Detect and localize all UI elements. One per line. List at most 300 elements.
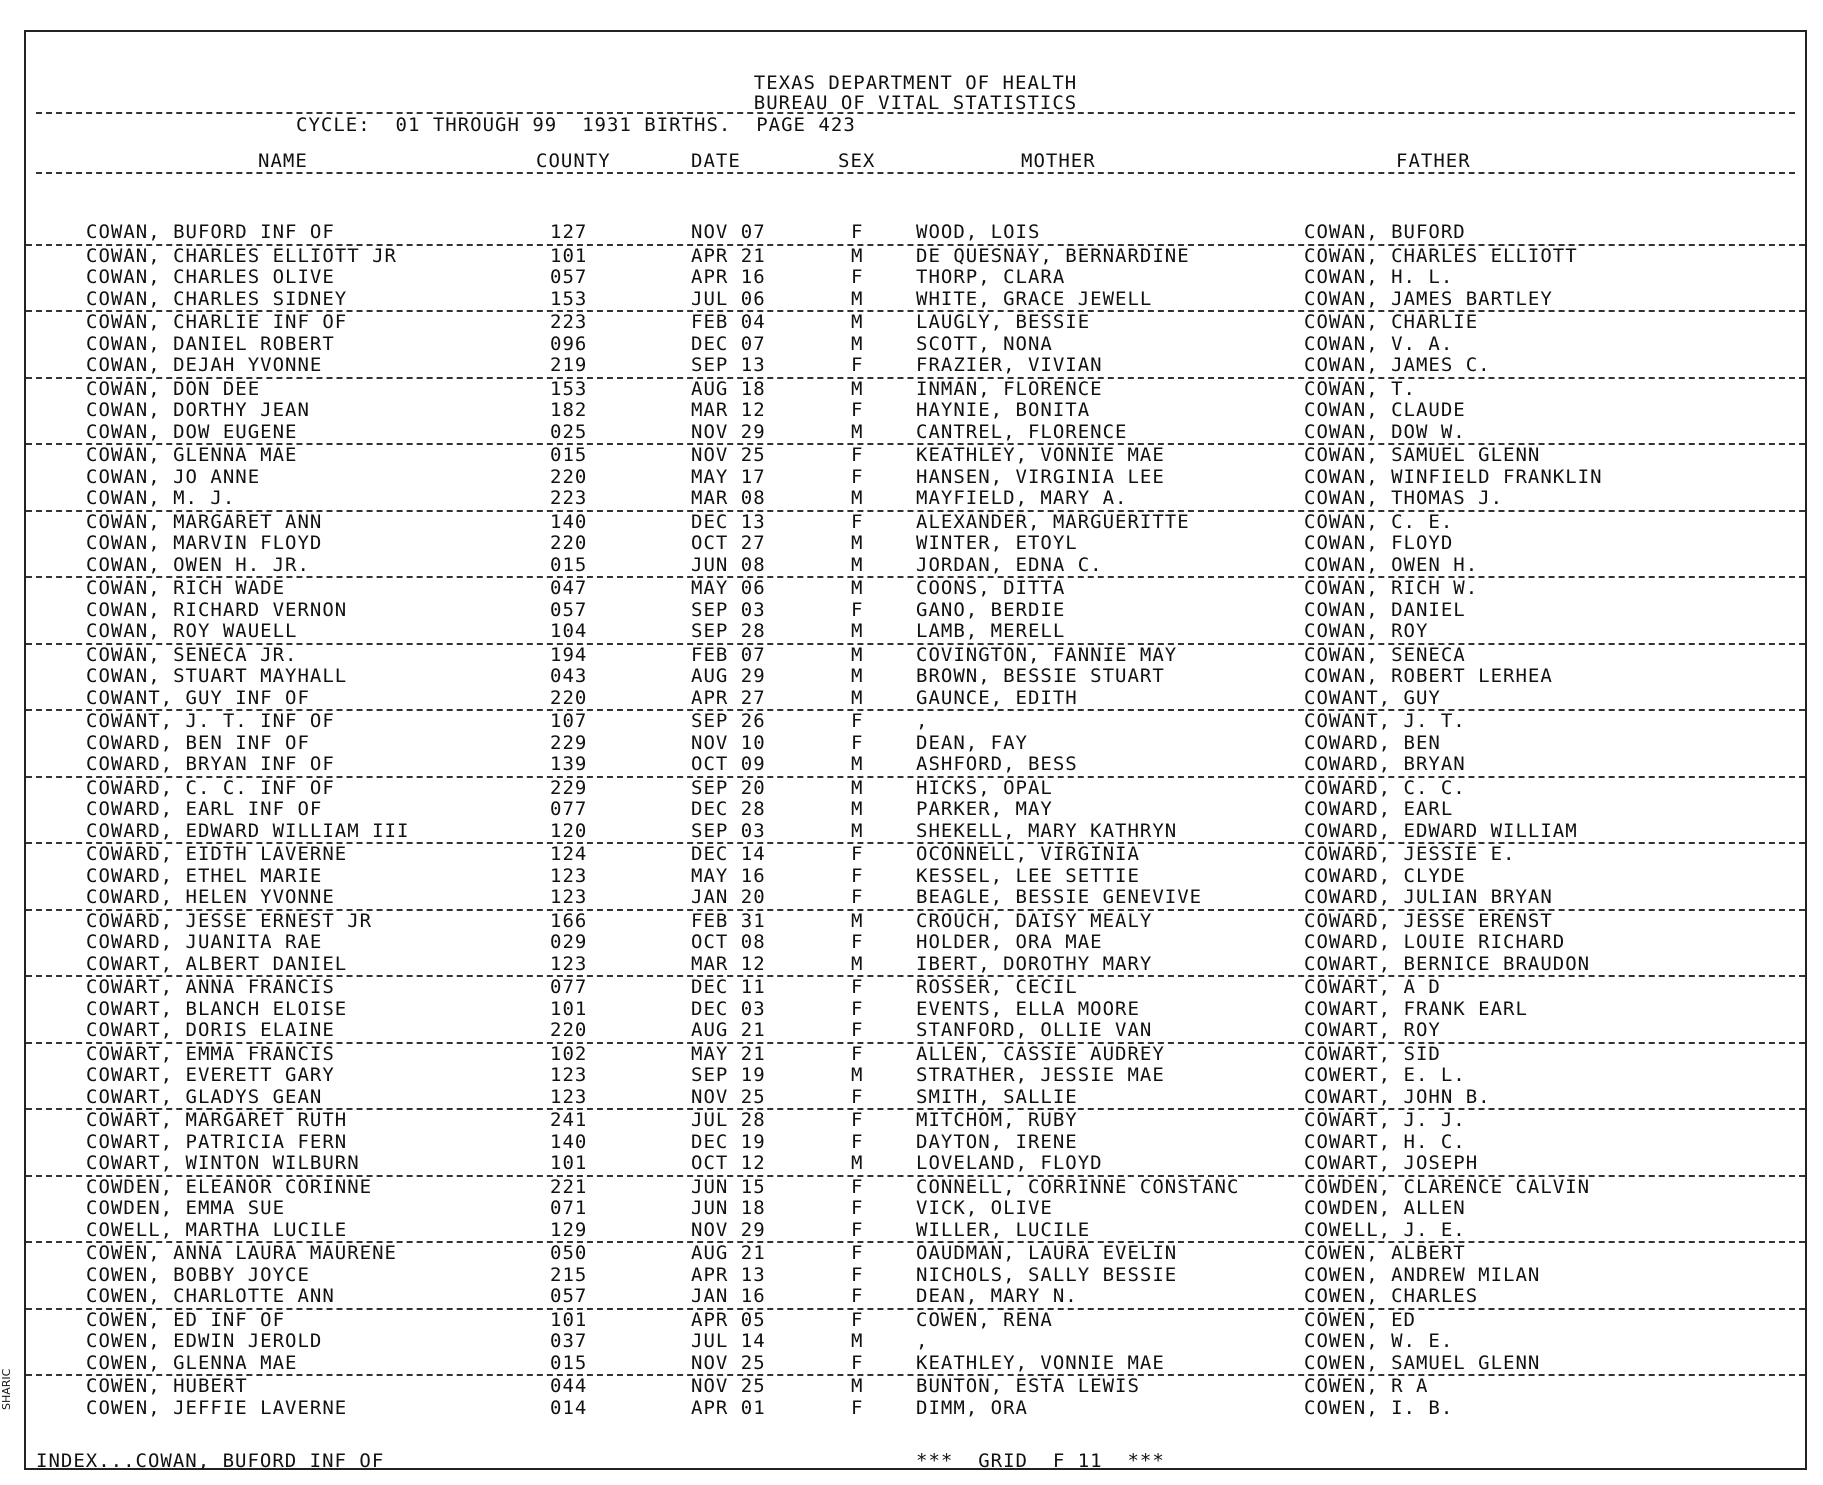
record-county: 057 (550, 1285, 588, 1307)
record-sex: M (851, 420, 864, 443)
record-sex: M (851, 487, 864, 509)
table-row (26, 799, 1805, 821)
department-title: TEXAS DEPARTMENT OF HEALTH (753, 72, 1078, 94)
record-mother: HICKS, OPAL (916, 776, 1053, 799)
bureau-title: BUREAU OF VITAL STATISTICS (753, 92, 1078, 114)
record-father: COWAN, SENECA (1304, 643, 1466, 666)
record-mother: WILLER, LUCILE (916, 1218, 1091, 1241)
record-name: COWART, EVERETT GARY (86, 1064, 335, 1086)
record-name: COWARD, C. C. INF OF (86, 776, 335, 799)
record-mother: WINTER, ETOYL (916, 532, 1078, 554)
record-date: DEC 28 (691, 798, 766, 820)
record-name: COWARD, JUANITA RAE (86, 931, 323, 953)
record-name: COWARD, EIDTH LAVERNE (86, 843, 348, 865)
col-county-header: COUNTY (536, 150, 611, 172)
record-father: COWEN, ANDREW MILAN (1304, 1263, 1541, 1286)
record-date: MAY 21 (691, 1042, 766, 1065)
record-mother: LAMB, MERELL (916, 620, 1066, 642)
record-sex: F (851, 1197, 864, 1219)
record-mother: ALLEN, CASSIE AUDREY (916, 1042, 1165, 1065)
col-mother-header: MOTHER (1021, 150, 1096, 172)
record-date: APR 16 (691, 266, 766, 288)
record-sex: M (851, 620, 864, 642)
record-date: FEB 31 (691, 909, 766, 932)
cycle-line: CYCLE: 01 THROUGH 99 1931 BIRTHS. PAGE 423 (296, 114, 856, 136)
record-father: COWARD, BRYAN (1304, 753, 1466, 775)
record-date: OCT 27 (691, 532, 766, 554)
record-date: JUL 28 (691, 1109, 766, 1131)
record-sex: F (851, 886, 864, 908)
record-date: SEP 03 (691, 598, 766, 621)
record-name: COWEN, GLENNA MAE (86, 1351, 298, 1374)
record-father: COWAN, V. A. (1304, 332, 1454, 355)
record-mother: HAYNIE, BONITA (916, 399, 1091, 421)
table-row (26, 1265, 1805, 1287)
record-date: MAY 17 (691, 465, 766, 488)
record-mother: IBERT, DOROTHY MARY (916, 952, 1153, 975)
record-mother: SMITH, SALLIE (916, 1085, 1078, 1108)
record-name: COWARD, JESSE ERNEST JR (86, 909, 373, 932)
record-name: COWEN, CHARLOTTE ANN (86, 1285, 335, 1307)
record-mother: OCONNELL, VIRGINIA (916, 843, 1140, 865)
record-sex: F (851, 997, 864, 1020)
table-row (26, 355, 1805, 379)
record-name: COWAN, MARGARET ANN (86, 510, 323, 533)
record-date: FEB 04 (691, 311, 766, 333)
record-mother: EVENTS, ELLA MOORE (916, 997, 1140, 1020)
side-tag: SHARIC (0, 1368, 13, 1410)
record-date: AUG 29 (691, 665, 766, 687)
record-father: COWAN, JAMES BARTLEY (1304, 287, 1553, 310)
record-name: COWART, GLADYS GEAN (86, 1085, 323, 1108)
record-county: 220 (550, 532, 588, 554)
record-sex: F (851, 444, 864, 466)
record-sex: M (851, 819, 864, 842)
record-name: COWART, MARGARET RUTH (86, 1109, 348, 1131)
record-mother: GANO, BERDIE (916, 598, 1066, 621)
record-date: JUN 08 (691, 553, 766, 576)
record-sex: F (851, 354, 864, 376)
record-date: NOV 25 (691, 444, 766, 466)
record-sex: F (851, 931, 864, 953)
record-father: COWARD, EDWARD WILLIAM (1304, 819, 1578, 842)
records-table (26, 222, 1805, 1419)
table-row (26, 778, 1805, 800)
record-mother: , (916, 1330, 929, 1352)
record-county: 194 (550, 643, 588, 666)
record-name: COWART, BLANCH ELOISE (86, 997, 348, 1020)
table-row (26, 1087, 1805, 1111)
record-date: APR 05 (691, 1308, 766, 1331)
record-father: COWAN, H. L. (1304, 266, 1454, 288)
record-name: COWAN, MARVIN FLOYD (86, 532, 323, 554)
record-father: COWAN, T. (1304, 377, 1416, 400)
record-name: COWAN, CHARLES ELLIOTT JR (86, 244, 397, 267)
record-name: COWAN, SENECA JR. (86, 643, 298, 666)
table-row (26, 555, 1805, 579)
table-row (26, 1020, 1805, 1044)
record-name: COWEN, EDWIN JEROLD (86, 1330, 323, 1352)
record-date: APR 01 (691, 1396, 766, 1419)
record-date: APR 13 (691, 1263, 766, 1286)
table-row (26, 600, 1805, 622)
record-date: JAN 20 (691, 886, 766, 908)
table-row (26, 733, 1805, 755)
record-mother: BROWN, BESSIE STUART (916, 665, 1165, 687)
record-sex: M (851, 332, 864, 355)
record-sex: F (851, 399, 864, 421)
record-mother: FRAZIER, VIVIAN (916, 354, 1103, 376)
record-mother: PARKER, MAY (916, 798, 1053, 820)
record-father: COWAN, WINFIELD FRANKLIN (1304, 465, 1603, 488)
record-date: NOV 29 (691, 420, 766, 443)
record-mother: , (916, 710, 929, 732)
table-row (26, 267, 1805, 289)
record-county: 050 (550, 1242, 588, 1264)
table-row (26, 645, 1805, 667)
record-mother: OAUDMAN, LAURA EVELIN (916, 1242, 1178, 1264)
record-county: 015 (550, 553, 588, 576)
record-county: 215 (550, 1263, 588, 1286)
record-mother: CROUCH, DAISY MEALY (916, 909, 1153, 932)
record-name: COWARD, BEN INF OF (86, 731, 310, 754)
record-date: MAY 16 (691, 864, 766, 887)
record-date: AUG 21 (691, 1242, 766, 1264)
record-name: COWAN, CHARLES OLIVE (86, 266, 335, 288)
record-father: COWARD, BEN (1304, 731, 1441, 754)
table-row (26, 866, 1805, 888)
record-father: COWAN, JAMES C. (1304, 354, 1491, 376)
record-sex: M (851, 1064, 864, 1086)
record-county: 044 (550, 1375, 588, 1397)
record-sex: M (851, 753, 864, 775)
record-mother: STRATHER, JESSIE MAE (916, 1064, 1165, 1086)
table-row (26, 400, 1805, 422)
table-row (26, 289, 1805, 313)
record-name: COWARD, EDWARD WILLIAM III (86, 819, 410, 842)
record-father: COWANT, GUY (1304, 686, 1441, 709)
record-sex: M (851, 1330, 864, 1352)
record-name: COWAN, DON DEE (86, 377, 261, 400)
grid-footer: *** GRID F 11 *** (916, 1450, 1165, 1472)
record-mother: COWEN, RENA (916, 1308, 1053, 1331)
record-mother: INMAN, FLORENCE (916, 377, 1103, 400)
record-date: MAR 12 (691, 952, 766, 975)
record-mother: SCOTT, NONA (916, 332, 1053, 355)
record-sex: M (851, 577, 864, 599)
record-father: COWEN, W. E. (1304, 1330, 1454, 1352)
record-father: COWART, ROY (1304, 1019, 1441, 1041)
record-date: SEP 26 (691, 710, 766, 732)
record-date: DEC 03 (691, 997, 766, 1020)
record-name: COWANT, GUY INF OF (86, 686, 310, 709)
record-county: 102 (550, 1042, 588, 1065)
record-county: 047 (550, 577, 588, 599)
table-row (26, 1376, 1805, 1398)
record-mother: BUNTON, ESTA LEWIS (916, 1375, 1140, 1397)
record-sex: F (851, 1019, 864, 1041)
record-mother: BEAGLE, BESSIE GENEVIVE (916, 886, 1203, 908)
record-sex: M (851, 1152, 864, 1174)
table-row (26, 1353, 1805, 1377)
table-row (26, 1286, 1805, 1310)
record-sex: F (851, 465, 864, 488)
record-date: SEP 03 (691, 819, 766, 842)
record-father: COWDEN, ALLEN (1304, 1197, 1466, 1219)
record-county: 223 (550, 487, 588, 509)
table-row (26, 999, 1805, 1021)
record-name: COWARD, EARL INF OF (86, 798, 323, 820)
record-county: 127 (550, 221, 588, 243)
table-row (26, 222, 1805, 246)
record-sex: F (851, 1085, 864, 1108)
record-mother: WOOD, LOIS (916, 221, 1041, 243)
record-date: DEC 07 (691, 332, 766, 355)
record-date: OCT 12 (691, 1152, 766, 1174)
table-row (26, 578, 1805, 600)
record-name: COWAN, OWEN H. JR. (86, 553, 310, 576)
record-father: COWDEN, CLARENCE CALVIN (1304, 1175, 1591, 1198)
record-sex: M (851, 553, 864, 576)
record-mother: WHITE, GRACE JEWELL (916, 287, 1153, 310)
document-frame (24, 30, 1807, 1470)
table-row (26, 1220, 1805, 1244)
record-mother: NICHOLS, SALLY BESSIE (916, 1263, 1178, 1286)
record-county: 219 (550, 354, 588, 376)
record-county: 101 (550, 1152, 588, 1174)
table-row (26, 1044, 1805, 1066)
table-row (26, 911, 1805, 933)
table-row (26, 379, 1805, 401)
record-father: COWAN, SAMUEL GLENN (1304, 444, 1541, 466)
record-father: COWARD, JULIAN BRYAN (1304, 886, 1553, 908)
record-name: COWEN, ED INF OF (86, 1308, 286, 1331)
record-mother: COONS, DITTA (916, 577, 1066, 599)
table-row (26, 932, 1805, 954)
record-county: 220 (550, 686, 588, 709)
record-name: COWAN, RICHARD VERNON (86, 598, 348, 621)
record-county: 107 (550, 710, 588, 732)
table-row (26, 512, 1805, 534)
record-county: 123 (550, 864, 588, 887)
record-county: 166 (550, 909, 588, 932)
record-county: 140 (550, 1130, 588, 1153)
record-date: JUN 15 (691, 1175, 766, 1198)
record-mother: CANTREL, FLORENCE (916, 420, 1128, 443)
table-row (26, 1243, 1805, 1265)
record-father: COWAN, DOW W. (1304, 420, 1466, 443)
record-county: 123 (550, 886, 588, 908)
record-mother: SHEKELL, MARY KATHRYN (916, 819, 1178, 842)
record-sex: F (851, 1308, 864, 1331)
record-date: SEP 20 (691, 776, 766, 799)
record-sex: F (851, 221, 864, 243)
record-date: NOV 10 (691, 731, 766, 754)
record-sex: F (851, 1263, 864, 1286)
record-sex: F (851, 1396, 864, 1419)
record-name: COWANT, J. T. INF OF (86, 710, 335, 732)
record-date: SEP 19 (691, 1064, 766, 1086)
col-name-header: NAME (258, 150, 308, 172)
record-county: 129 (550, 1218, 588, 1241)
record-sex: F (851, 1351, 864, 1374)
record-county: 229 (550, 731, 588, 754)
record-county: 101 (550, 1308, 588, 1331)
record-father: COWARD, JESSE ERENST (1304, 909, 1553, 932)
record-father: COWEN, R A (1304, 1375, 1429, 1397)
record-mother: DE QUESNAY, BERNARDINE (916, 244, 1190, 267)
record-name: COWART, PATRICIA FERN (86, 1130, 348, 1153)
record-date: APR 27 (691, 686, 766, 709)
record-sex: F (851, 710, 864, 732)
record-father: COWEN, ED (1304, 1308, 1416, 1331)
record-name: COWAN, JO ANNE (86, 465, 261, 488)
record-father: COWAN, THOMAS J. (1304, 487, 1504, 509)
record-county: 025 (550, 420, 588, 443)
record-sex: F (851, 1242, 864, 1264)
record-mother: ALEXANDER, MARGUERITTE (916, 510, 1190, 533)
record-county: 096 (550, 332, 588, 355)
record-father: COWART, FRANK EARL (1304, 997, 1528, 1020)
record-mother: DAYTON, IRENE (916, 1130, 1078, 1153)
record-name: COWART, DORIS ELAINE (86, 1019, 335, 1041)
record-date: NOV 07 (691, 221, 766, 243)
record-mother: DEAN, MARY N. (916, 1285, 1078, 1307)
table-row (26, 467, 1805, 489)
record-father: COWELL, J. E. (1304, 1218, 1466, 1241)
record-father: COWARD, EARL (1304, 798, 1454, 820)
record-date: DEC 19 (691, 1130, 766, 1153)
record-mother: THORP, CLARA (916, 266, 1066, 288)
record-name: COWART, ANNA FRANCIS (86, 976, 335, 998)
record-father: COWAN, CLAUDE (1304, 399, 1466, 421)
record-sex: F (851, 864, 864, 887)
record-father: COWAN, DANIEL (1304, 598, 1466, 621)
record-county: 057 (550, 598, 588, 621)
record-sex: F (851, 266, 864, 288)
record-sex: M (851, 952, 864, 975)
record-name: COWAN, BUFORD INF OF (86, 221, 335, 243)
record-county: 220 (550, 465, 588, 488)
record-mother: GAUNCE, EDITH (916, 686, 1078, 709)
record-mother: KEATHLEY, VONNIE MAE (916, 444, 1165, 466)
record-sex: M (851, 287, 864, 310)
record-date: NOV 25 (691, 1375, 766, 1397)
table-row (26, 488, 1805, 512)
record-father: COWART, JOHN B. (1304, 1085, 1491, 1108)
record-father: COWAN, ROY (1304, 620, 1429, 642)
record-sex: M (851, 311, 864, 333)
record-sex: F (851, 976, 864, 998)
record-date: DEC 14 (691, 843, 766, 865)
record-father: COWARD, CLYDE (1304, 864, 1466, 887)
record-father: COWAN, RICH W. (1304, 577, 1479, 599)
record-mother: DEAN, FAY (916, 731, 1028, 754)
record-county: 220 (550, 1019, 588, 1041)
table-row (26, 1132, 1805, 1154)
column-header-divider (36, 172, 1795, 174)
record-date: JUL 06 (691, 287, 766, 310)
record-mother: DIMM, ORA (916, 1396, 1028, 1419)
record-date: OCT 08 (691, 931, 766, 953)
record-county: 104 (550, 620, 588, 642)
record-county: 153 (550, 287, 588, 310)
index-footer: INDEX...COWAN, BUFORD INF OF (36, 1450, 385, 1472)
record-name: COWARD, HELEN YVONNE (86, 886, 335, 908)
record-county: 123 (550, 1085, 588, 1108)
record-father: COWART, H. C. (1304, 1130, 1466, 1153)
record-mother: HANSEN, VIRGINIA LEE (916, 465, 1165, 488)
record-father: COWEN, I. B. (1304, 1396, 1454, 1419)
record-county: 015 (550, 444, 588, 466)
record-county: 123 (550, 1064, 588, 1086)
record-county: 077 (550, 976, 588, 998)
table-row (26, 887, 1805, 911)
record-name: COWELL, MARTHA LUCILE (86, 1218, 348, 1241)
record-father: COWAN, C. E. (1304, 510, 1454, 533)
record-sex: M (851, 1375, 864, 1397)
record-father: COWEN, SAMUEL GLENN (1304, 1351, 1541, 1374)
table-row (26, 1153, 1805, 1177)
record-date: SEP 13 (691, 354, 766, 376)
table-row (26, 977, 1805, 999)
record-name: COWEN, HUBERT (86, 1375, 248, 1397)
table-row (26, 954, 1805, 978)
record-name: COWAN, ROY WAUELL (86, 620, 298, 642)
table-row (26, 821, 1805, 845)
record-county: 124 (550, 843, 588, 865)
record-sex: F (851, 1109, 864, 1131)
record-father: COWEN, ALBERT (1304, 1242, 1466, 1264)
record-father: COWARD, JESSIE E. (1304, 843, 1516, 865)
record-county: 123 (550, 952, 588, 975)
record-date: OCT 09 (691, 753, 766, 775)
record-date: DEC 13 (691, 510, 766, 533)
record-county: 120 (550, 819, 588, 842)
record-county: 029 (550, 931, 588, 953)
record-county: 043 (550, 665, 588, 687)
record-date: AUG 18 (691, 377, 766, 400)
table-row (26, 1198, 1805, 1220)
record-name: COWAN, CHARLES SIDNEY (86, 287, 348, 310)
table-row (26, 533, 1805, 555)
record-name: COWAN, DOW EUGENE (86, 420, 298, 443)
record-date: NOV 25 (691, 1085, 766, 1108)
record-date: JUL 14 (691, 1330, 766, 1352)
record-sex: F (851, 1130, 864, 1153)
record-sex: F (851, 1175, 864, 1198)
record-mother: MAYFIELD, MARY A. (916, 487, 1128, 509)
table-row (26, 1398, 1805, 1420)
record-county: 229 (550, 776, 588, 799)
record-sex: F (851, 510, 864, 533)
record-name: COWARD, BRYAN INF OF (86, 753, 335, 775)
record-father: COWART, BERNICE BRAUDON (1304, 952, 1591, 975)
record-mother: MITCHOM, RUBY (916, 1109, 1078, 1131)
record-name: COWAN, GLENNA MAE (86, 444, 298, 466)
record-name: COWAN, RICH WADE (86, 577, 286, 599)
record-name: COWARD, ETHEL MARIE (86, 864, 323, 887)
table-row (26, 1110, 1805, 1132)
record-mother: JORDAN, EDNA C. (916, 553, 1103, 576)
record-name: COWAN, M. J. (86, 487, 236, 509)
table-row (26, 1177, 1805, 1199)
record-county: 223 (550, 311, 588, 333)
record-name: COWAN, DEJAH YVONNE (86, 354, 323, 376)
record-father: COWAN, ROBERT LERHEA (1304, 665, 1553, 687)
record-date: FEB 07 (691, 643, 766, 666)
table-row (26, 1065, 1805, 1087)
